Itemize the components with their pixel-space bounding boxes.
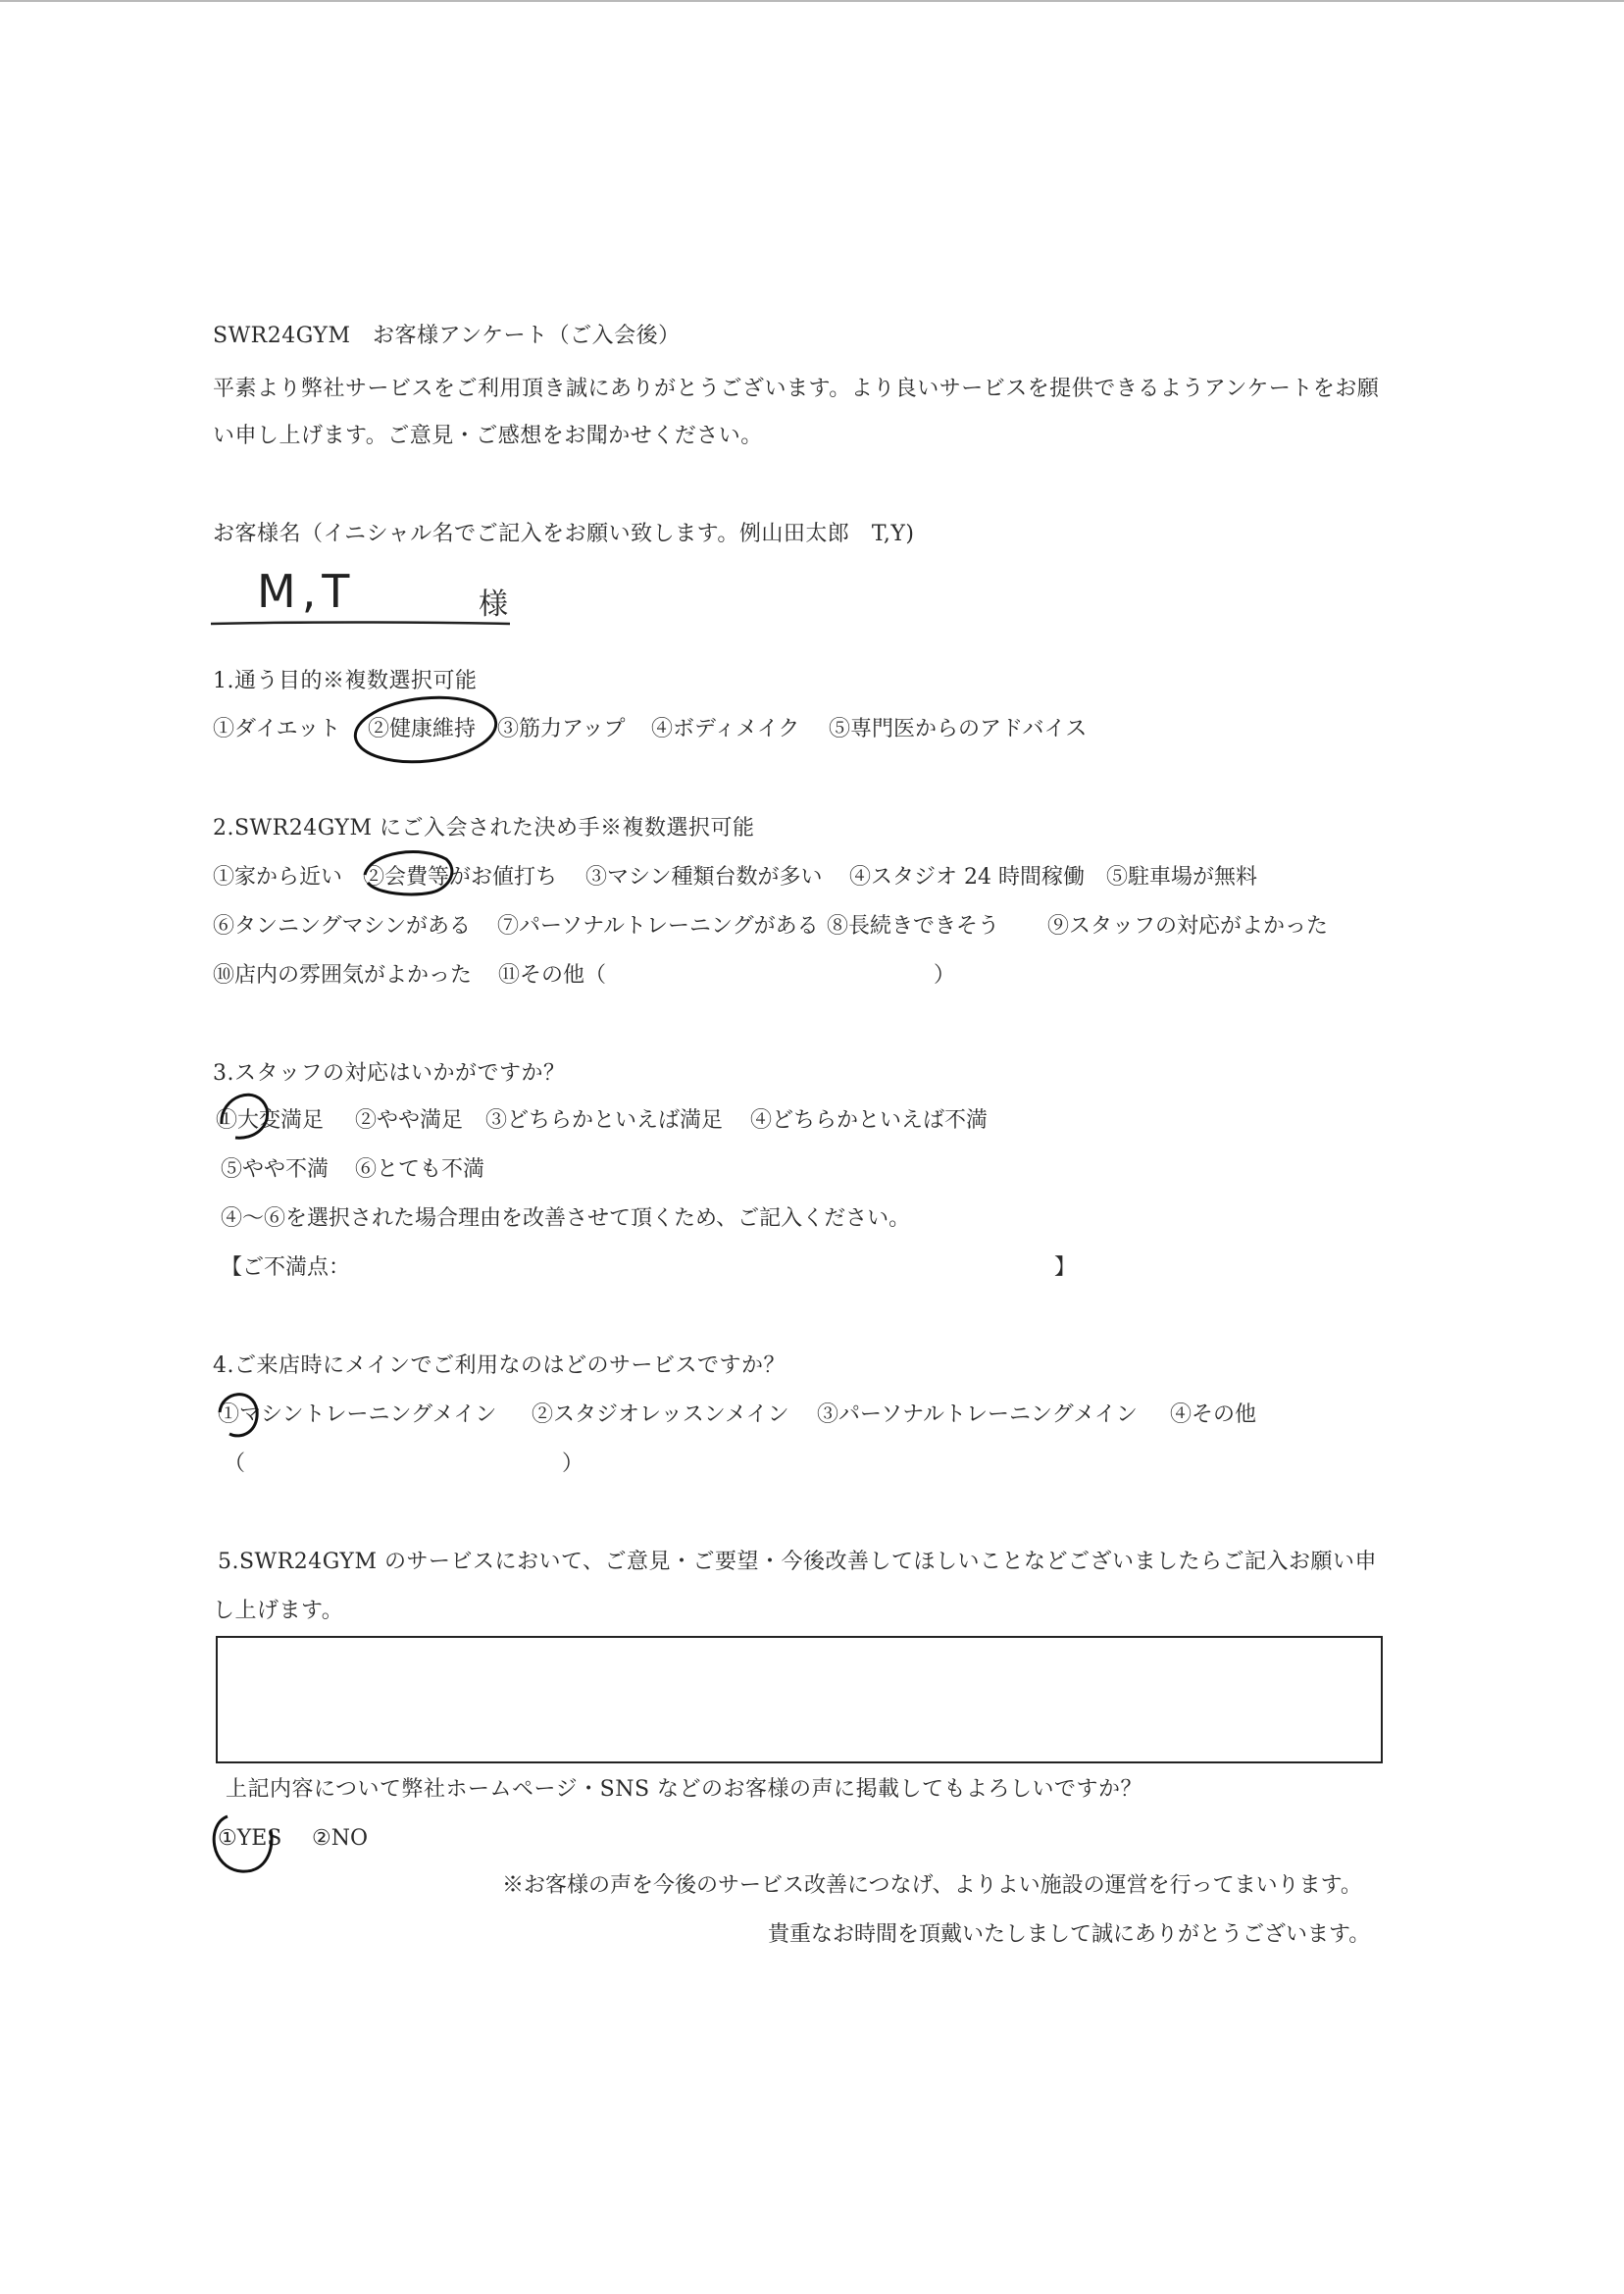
footer-note-1: ※お客様の声を今後のサービス改善につなげ、よりよい施設の運営を行ってまいります。	[502, 1873, 1362, 1898]
name-underline	[211, 623, 510, 625]
q2-option-11[interactable]: ⑪その他（	[498, 963, 607, 988]
q3-option-4[interactable]: ④どちらかといえば不満	[750, 1108, 989, 1133]
q5-question-line-2: し上げます。	[213, 1599, 344, 1623]
q4-other-open: （	[224, 1452, 246, 1476]
q3-question: 3.スタッフの対応はいかがですか？	[213, 1061, 566, 1086]
q1-option-4[interactable]: ④ボディメイク	[651, 717, 800, 741]
scan-edge	[0, 0, 1624, 2]
q3-option-5[interactable]: ⑤やや不満	[221, 1157, 330, 1182]
q4-option-3[interactable]: ③パーソナルトレーニングメイン	[817, 1402, 1138, 1427]
q2-question: 2.SWR24GYM にご入会された決め手※複数選択可能	[213, 816, 755, 841]
q3-option-3[interactable]: ③どちらかといえば満足	[485, 1108, 724, 1133]
q5-question-line-1: 5.SWR24GYM のサービスにおいて、ご意見・ご要望・今後改善してほしいことなどございましたらご記入お願い申	[218, 1550, 1378, 1574]
q2-option-8[interactable]: ⑧長続きできそう	[827, 914, 1000, 939]
intro-line-2: い申し上げます。ご意見・ご感想をお聞かせください。	[213, 424, 763, 448]
q1-option-5[interactable]: ⑤専門医からのアドバイス	[829, 717, 1088, 741]
q2-option-5[interactable]: ⑤駐車場が無料	[1106, 865, 1258, 890]
q2-option-1[interactable]: ①家から近い	[213, 865, 343, 890]
q1-question: 1.通う目的※複数選択可能	[213, 669, 478, 693]
q2-option-10[interactable]: ⑩店内の雰囲気がよかった	[213, 963, 473, 988]
honorific: 様	[479, 587, 508, 622]
customer-name-label: お客様名（イニシャル名でご記入をお願い致します。例山田太郎 T,Y)	[213, 522, 915, 546]
q3-option-2[interactable]: ②やや満足	[355, 1108, 464, 1133]
q1-option-1[interactable]: ①ダイエット	[213, 717, 341, 741]
consent-no[interactable]: ②NO	[312, 1826, 369, 1851]
q2-option-4[interactable]: ④スタジオ 24 時間稼働	[849, 865, 1085, 890]
q2-other-close: ）	[934, 963, 956, 988]
q3-complaint-label: 【ご不満点：	[221, 1255, 351, 1280]
q3-option-1[interactable]: ①大変満足	[216, 1108, 325, 1133]
customer-name-handwritten[interactable]: M,T	[257, 565, 356, 618]
intro-line-1: 平素より弊社サービスをご利用頂き誠にありがとうございます。より良いサービスを提供できるようアンケートをお願	[213, 377, 1380, 401]
q4-question: 4.ご来店時にメインでご利用なのはどのサービスですか？	[213, 1353, 787, 1378]
q4-option-4[interactable]: ④その他	[1170, 1402, 1257, 1427]
q4-option-2[interactable]: ②スタジオレッスンメイン	[532, 1402, 789, 1427]
form-title: SWR24GYM お客様アンケート（ご入会後）	[213, 324, 681, 348]
consent-yes[interactable]: ①YES	[218, 1826, 282, 1851]
q2-option-3[interactable]: ③マシン種類台数が多い	[585, 865, 823, 890]
footer-note-2: 貴重なお時間を頂戴いたしまして誠にありがとうございます。	[768, 1922, 1371, 1947]
q1-option-2[interactable]: ②健康維持	[368, 717, 477, 741]
q4-option-1[interactable]: ①マシントレーニングメイン	[218, 1402, 497, 1427]
q2-option-7[interactable]: ⑦パーソナルトレーニングがある	[497, 914, 819, 939]
q2-option-6[interactable]: ⑥タンニングマシンがある	[213, 914, 472, 939]
q4-other-close: ）	[562, 1452, 584, 1476]
q3-note: ④～⑥を選択された場合理由を改善させて頂くため、ご記入ください。	[221, 1206, 911, 1231]
q1-option-3[interactable]: ③筋力アップ	[497, 717, 626, 741]
consent-question: 上記内容について弊社ホームページ・SNS などのお客様の声に掲載してもよろしいですか？	[226, 1777, 1143, 1802]
q3-complaint-close: 】	[1054, 1255, 1077, 1280]
q3-option-6[interactable]: ⑥とても不満	[355, 1157, 485, 1182]
q2-option-9[interactable]: ⑨スタッフの対応がよかった	[1047, 914, 1329, 939]
q2-option-2[interactable]: ②会費等がお値打ち	[363, 865, 558, 890]
q5-answer-box[interactable]	[216, 1636, 1383, 1763]
